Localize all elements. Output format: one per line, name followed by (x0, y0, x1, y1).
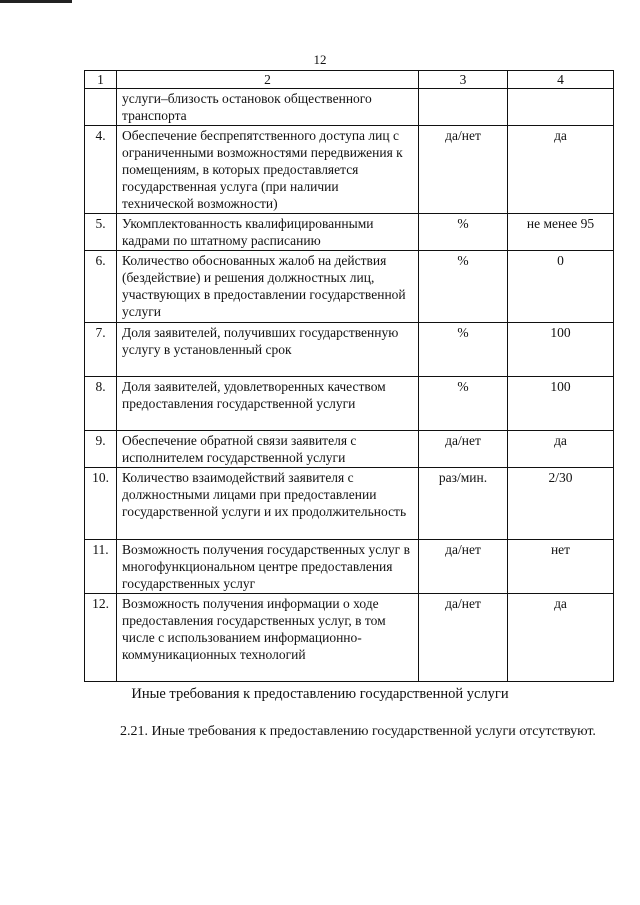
unit-of-measure: да/нет (419, 126, 508, 214)
table-row (85, 377, 614, 431)
indicator-value: 2/30 (508, 468, 614, 540)
column-header: 4 (508, 71, 614, 89)
indicator-value: нет (508, 540, 614, 594)
indicator-value (508, 89, 614, 126)
column-header: 3 (419, 71, 508, 89)
top-edge-mark (0, 0, 72, 3)
unit-of-measure: раз/мин. (419, 468, 508, 540)
row-number: 6. (85, 251, 117, 323)
paragraph-text: 2.21. Иные требования к предоставлению государственной услуги отсутствуют. (120, 724, 596, 739)
indicator-description: Укомплектованность квалифицированными кадрами по штатному расписанию (117, 214, 419, 251)
unit-of-measure: % (419, 377, 508, 431)
row-number: 11. (85, 540, 117, 594)
indicator-description: Количество обоснованных жалоб на действия (бездействие) и решения должностных лиц, участвующих в предоставлении государственной услуги (117, 251, 419, 323)
indicator-description: Возможность получения информации о ходе предоставления государственных услуг, в том числе с использованием информационно-коммуникационных технологий (117, 594, 419, 682)
body-paragraph (84, 722, 613, 742)
indicator-value: 100 (508, 323, 614, 377)
indicator-description: Количество взаимодействий заявителя с должностными лицами при предоставлении государственной услуги и их продолжительность (117, 468, 419, 540)
unit-of-measure: % (419, 251, 508, 323)
indicator-description: Доля заявителей, получивших государственную услугу в установленный срок (117, 323, 419, 377)
table-row (85, 251, 614, 323)
table-row (85, 540, 614, 594)
table-row (85, 126, 614, 214)
unit-of-measure (419, 89, 508, 126)
table-row (85, 594, 614, 682)
unit-of-measure: да/нет (419, 594, 508, 682)
table-row (85, 214, 614, 251)
page-number: 12 (313, 52, 327, 67)
row-number: 4. (85, 126, 117, 214)
indicator-description: Доля заявителей, удовлетворенных качеством предоставления государственной услуги (117, 377, 419, 431)
row-number: 9. (85, 431, 117, 468)
unit-of-measure: да/нет (419, 540, 508, 594)
indicator-value: 100 (508, 377, 614, 431)
table-row (85, 431, 614, 468)
row-number: 8. (85, 377, 117, 431)
indicator-description: Обеспечение обратной связи заявителя с исполнителем государственной услуги (117, 431, 419, 468)
indicator-value: да (508, 126, 614, 214)
table-row (85, 468, 614, 540)
row-number (85, 89, 117, 126)
table-row (85, 89, 614, 126)
indicator-description: Возможность получения государственных услуг в многофункциональном центре предоставления государственных услуг (117, 540, 419, 594)
table-row (85, 323, 614, 377)
indicator-description: услуги–близость остановок общественного транспорта (117, 89, 419, 126)
unit-of-measure: % (419, 323, 508, 377)
table-header-row (85, 71, 614, 89)
section-heading: Иные требования к предоставлению государственной услуги (131, 686, 509, 702)
row-number: 12. (85, 594, 117, 682)
indicator-value: да (508, 594, 614, 682)
column-header: 1 (85, 71, 117, 89)
row-number: 5. (85, 214, 117, 251)
unit-of-measure: % (419, 214, 508, 251)
row-number: 7. (85, 323, 117, 377)
indicator-value: да (508, 431, 614, 468)
row-number: 10. (85, 468, 117, 540)
unit-of-measure: да/нет (419, 431, 508, 468)
indicator-value: 0 (508, 251, 614, 323)
quality-indicators-table (84, 70, 614, 682)
column-header: 2 (117, 71, 419, 89)
indicator-description: Обеспечение беспрепятственного доступа лиц с ограниченными возможностями передвижения к помещениям, в которых предоставляется государственная услуга (при наличии технической возможности) (117, 126, 419, 214)
indicator-value: не менее 95 (508, 214, 614, 251)
